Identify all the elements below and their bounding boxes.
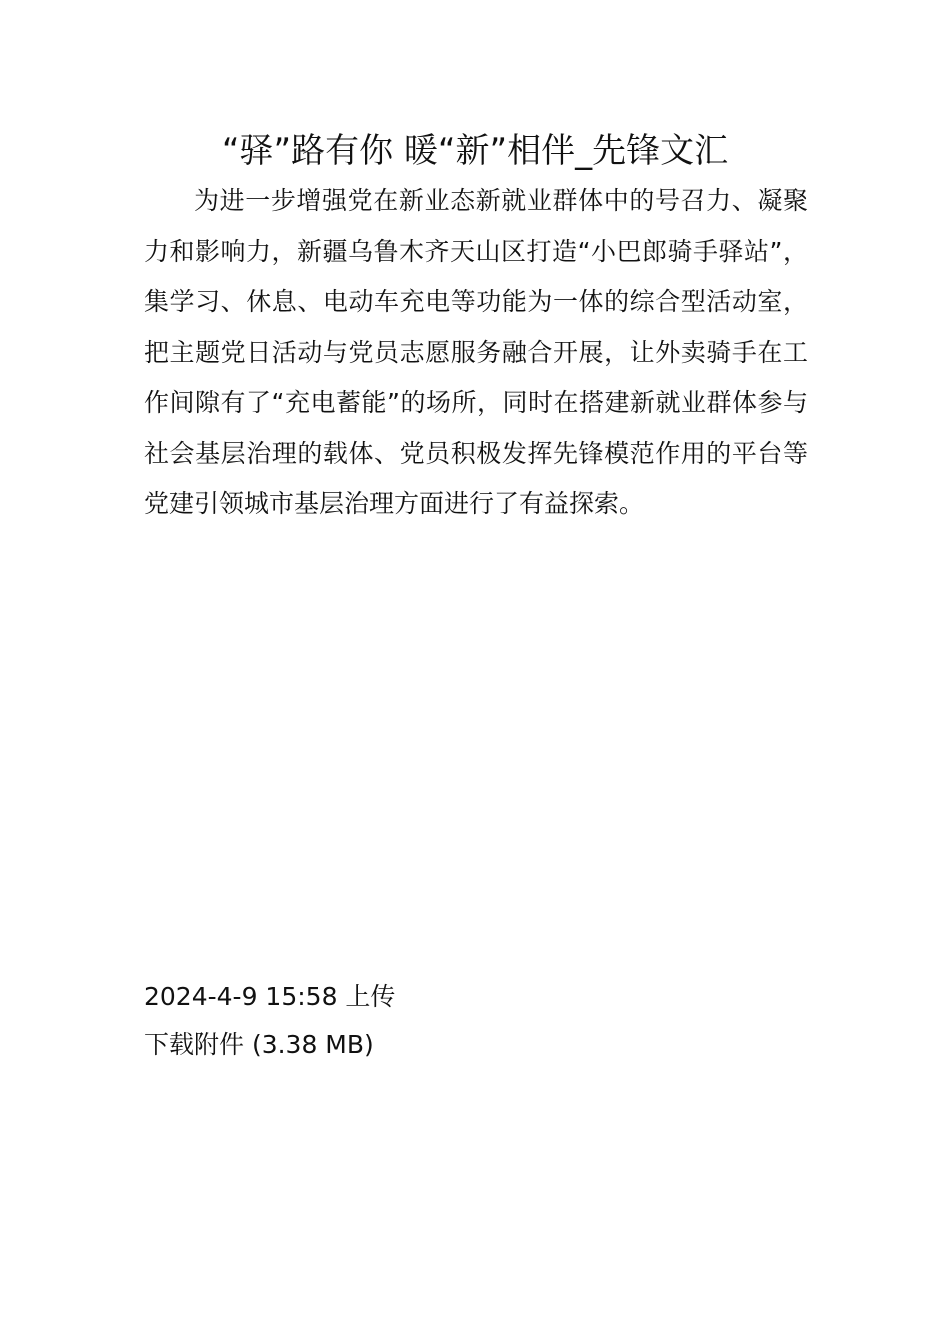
article-body: 为进一步增强党在新业态新就业群体中的号召力、凝聚力和影响力，新疆乌鲁木齐天山区打造“小巴郎骑手驿站”，集学习、休息、电动车充电等功能为一体的综合型活动室，把主题党日活动与党员志愿服务融合开展，让外卖骑手在工作间隙有了“充电蓄能”的场所，同时在搭建新就业群体参与社会基层治理的载体、党员积极发挥先锋模范作用的平台等党建引领城市基层治理方面进行了有益探索。: [144, 186, 808, 518]
upload-timestamp: 2024-4-9 15:58 上传: [144, 982, 396, 1011]
download-attachment-link[interactable]: 下载附件 (3.38 MB): [144, 1030, 374, 1059]
article-title: “驿”路有你 暖“新”相伴_先锋文汇: [221, 131, 729, 171]
